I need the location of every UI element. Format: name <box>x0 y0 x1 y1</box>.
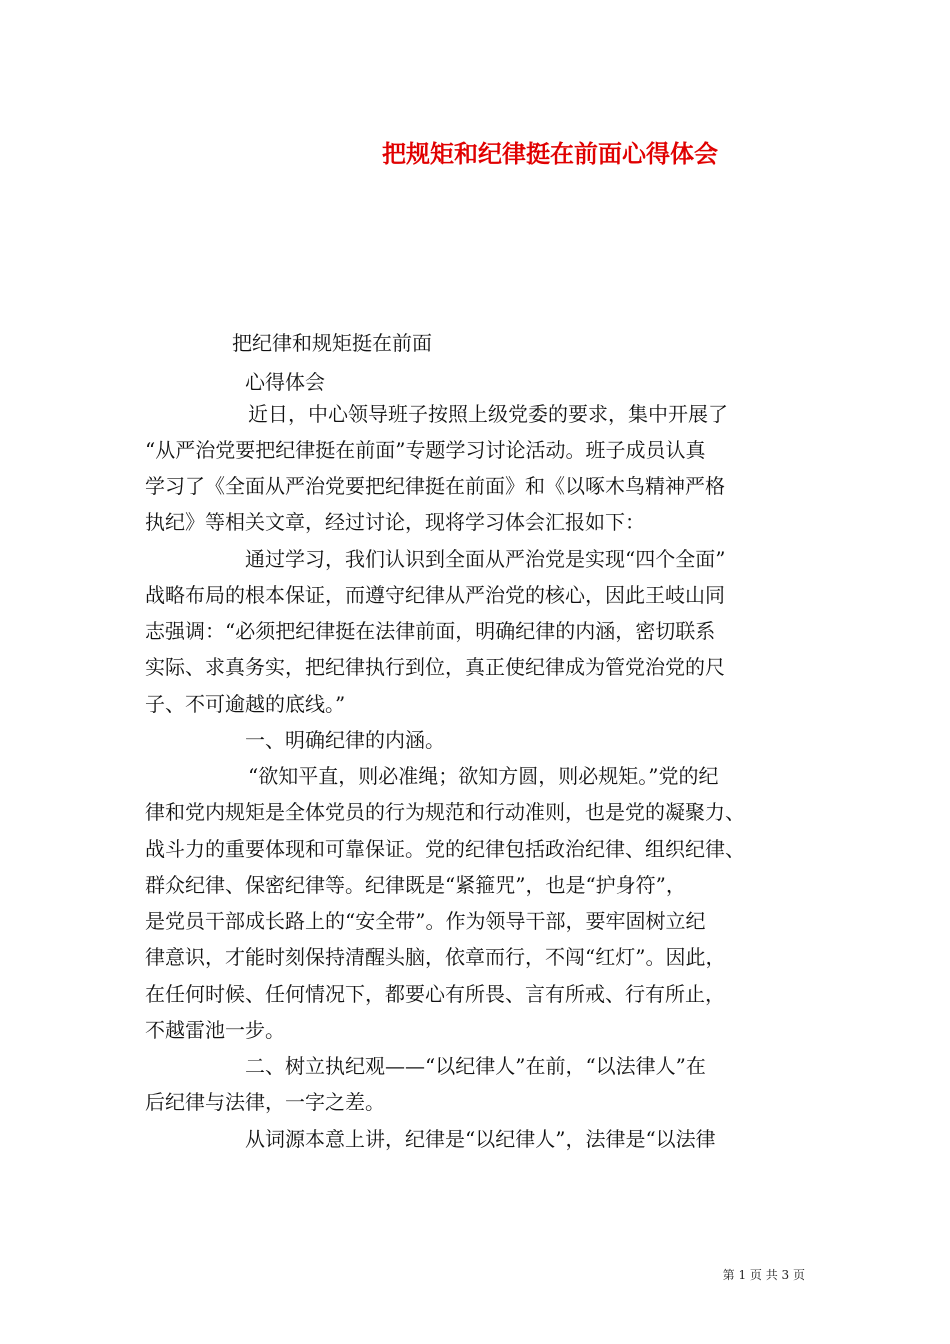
body-line: “欲知平直，则必准绳；欲知方圆，则必规矩。”党的纪 <box>248 764 719 788</box>
body-line: 律意识，才能时刻保持清醒头脑，依章而行，不闯“红灯”。因此， <box>145 945 726 969</box>
body-line: 近日，中心领导班子按照上级党委的要求，集中开展了 <box>248 402 728 426</box>
body-line: 是党员干部成长路上的“安全带”。作为领导干部，要牢固树立纪 <box>145 909 706 933</box>
body-line: 群众纪律、保密纪律等。纪律既是“紧箍咒”，也是“护身符”， <box>145 873 686 897</box>
body-line: 实际、求真务实，把纪律执行到位，真正使纪律成为管党治党的尺 <box>145 655 725 679</box>
body-line: 律和党内规矩是全体党员的行为规范和行动准则，也是党的凝聚力、 <box>145 800 745 824</box>
body-line: “从严治党要把纪律挺在前面”专题学习讨论活动。班子成员认真 <box>145 438 706 462</box>
page-title: 把规矩和纪律挺在前面心得体会 <box>382 139 718 168</box>
page-footer: 第 1 页 共 3 页 <box>722 1268 805 1282</box>
body-line: 不越雷池一步。 <box>145 1018 285 1042</box>
body-line: 从词源本意上讲，纪律是“以纪律人”，法律是“以法律 <box>245 1127 716 1151</box>
body-line: 执纪》等相关文章，经过讨论，现将学习体会汇报如下： <box>145 510 645 534</box>
body-line: 后纪律与法律，一字之差。 <box>145 1090 385 1114</box>
body-line: 志强调：“必须把纪律挺在法律前面，明确纪律的内涵，密切联系 <box>145 619 716 643</box>
section-heading: 二、树立执纪观——“以纪律人”在前，“以法律人”在 <box>245 1054 706 1078</box>
body-line: 子、不可逾越的底线。” <box>145 692 346 716</box>
subheading-line-1: 把纪律和规矩挺在前面 <box>232 331 432 355</box>
body-line: 战斗力的重要体现和可靠保证。党的纪律包括政治纪律、组织纪律、 <box>145 837 745 861</box>
body-line: 战略布局的根本保证，而遵守纪律从严治党的核心，因此王岐山同 <box>145 583 725 607</box>
body-line: 通过学习，我们认识到全面从严治党是实现“四个全面” <box>245 547 726 571</box>
section-heading: 一、明确纪律的内涵。 <box>245 728 445 752</box>
body-line: 在任何时候、任何情况下，都要心有所畏、言有所戒、行有所止， <box>145 982 725 1006</box>
body-line: 学习了《全面从严治党要把纪律挺在前面》和《以啄木鸟精神严格 <box>145 474 725 498</box>
subheading-line-2: 心得体会 <box>245 370 325 394</box>
